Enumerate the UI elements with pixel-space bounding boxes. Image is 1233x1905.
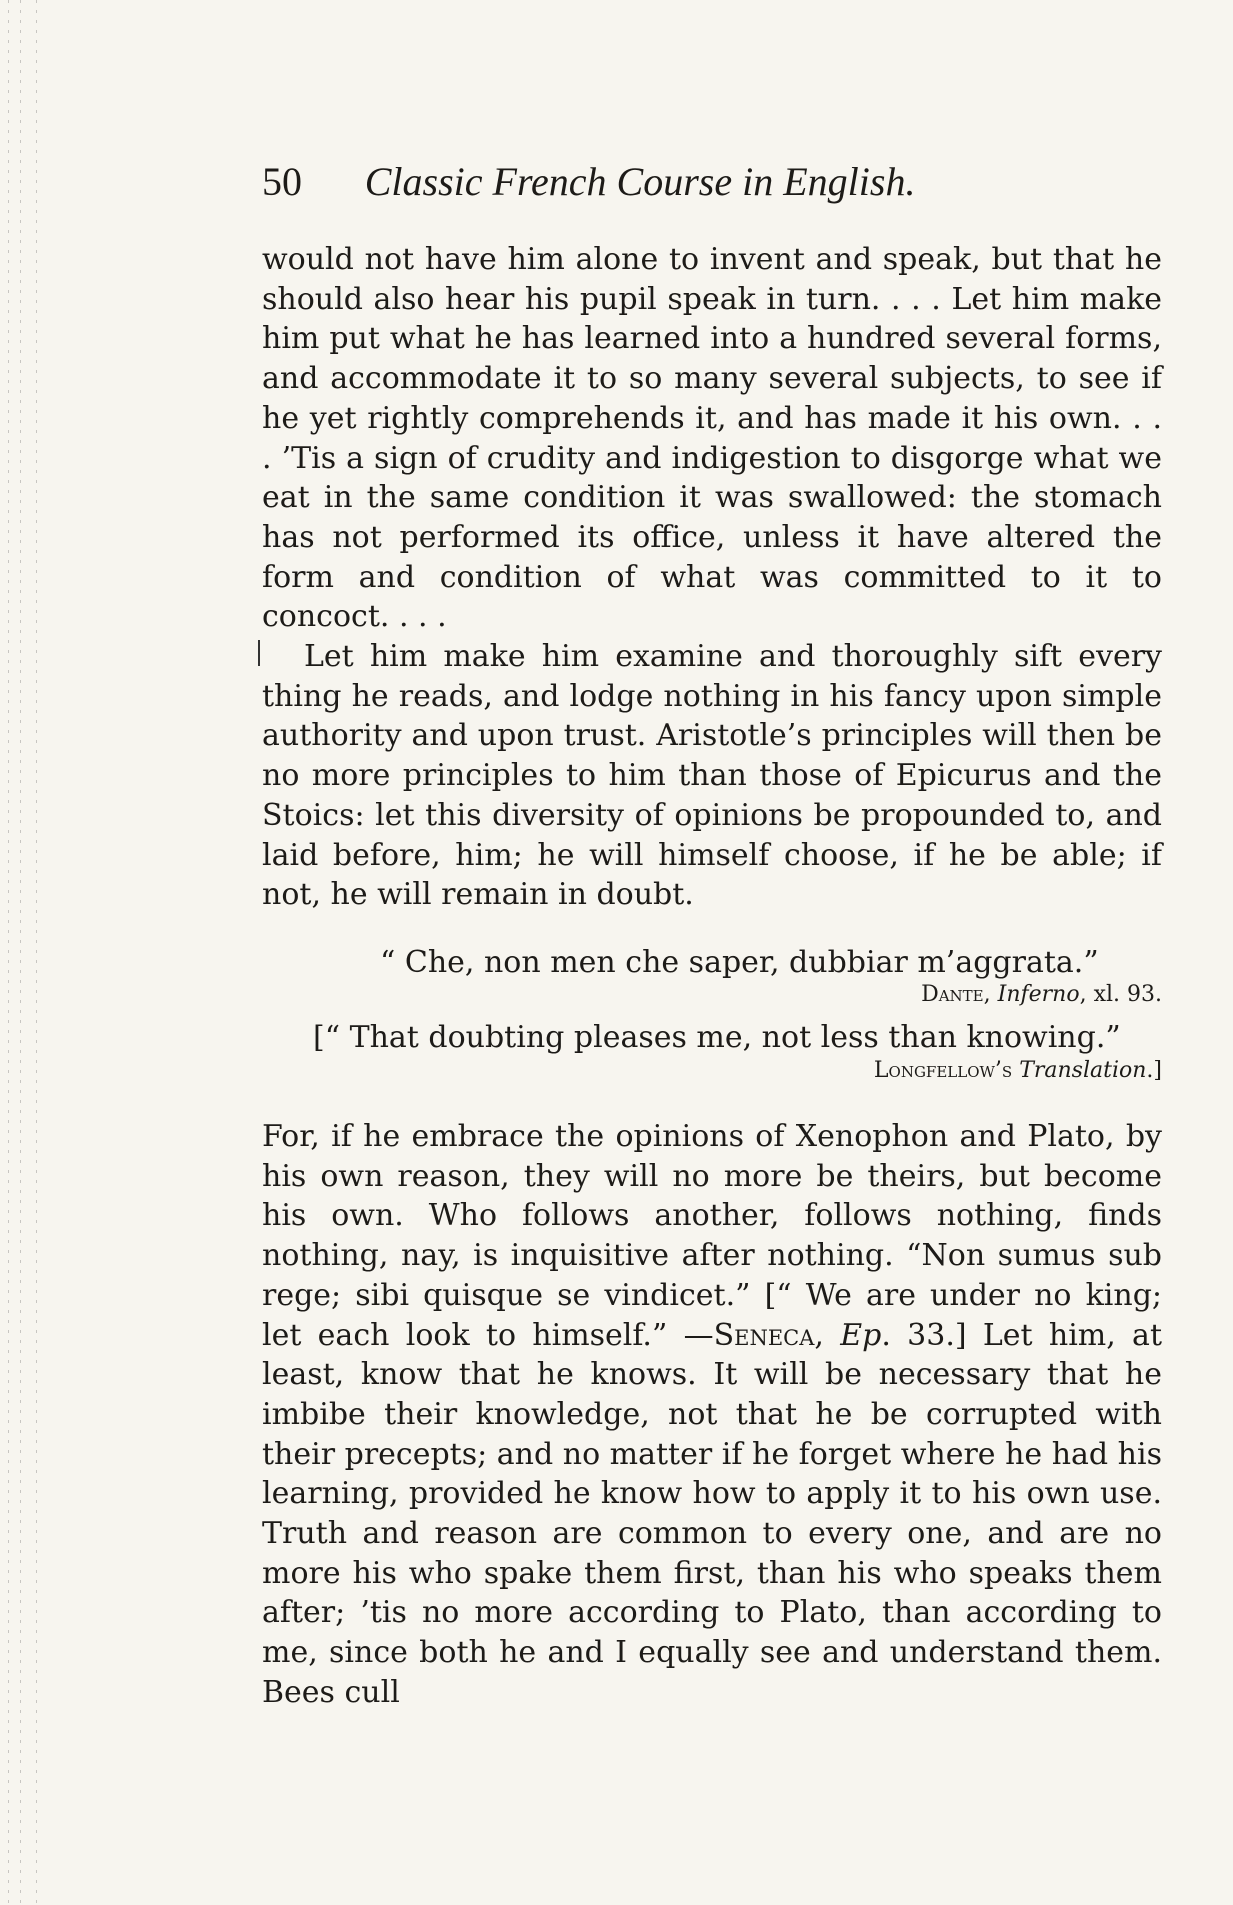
english-quote-citation (874, 1056, 1162, 1086)
page-number: 50 (262, 159, 302, 204)
epistle-abbrev: Ep (840, 1317, 882, 1353)
seneca-citation: Seneca (713, 1317, 815, 1353)
paragraph-3-part-2: . 33.] Let him, at least, know that he knows. It will be necessary that he imbibe their knowledge, not that he be corrupted with their precepts; and no matter if he forget where he had his learning, provided he know how to apply it to his own use. Truth and reason are common to every one, and are no more his who spake them first, than his who speaks them after; ’tis no more according to Plato, than according to me, since both he and I equally see and understand them. Bees cull (262, 1317, 1162, 1710)
english-quote: [“ That doubting pleases me, not less than knowing.” (313, 1020, 1121, 1055)
page-header (262, 158, 1162, 206)
paragraph-1: would not have him alone to invent and speak, but that he should also hear his pupil speak in turn. . . . Let him make him put what he has learned into a hundred several forms, and accommodate it to so many several subjects, to see if he yet rightly comprehends it, and has made it his own. . . . ’Tis a sign of crudity and indigestion to disgorge what we eat in the same condition it was swallowed: the stomach has not performed its office, unless it have altered the form and condition of what was committed to it to concoct. . . . (262, 242, 1162, 635)
citation-author: Longfellow’s (873, 1058, 1013, 1083)
paragraph-2: Let him make him examine and thoroughly sift every thing he reads, and lodge nothing in his fancy upon simple authority and upon trust. Aristotle’s principles will then be no more principles to him than those of Epicurus and the Stoics: let this diversity of opinions be propounded to, and laid before, him; he will himself choose, if he be able; if not, he will remain in doubt. (262, 639, 1162, 913)
citation-work: Inferno (997, 982, 1080, 1007)
paragraph-3-part-1: For, if he embrace the opinions of Xenophon and Plato, by his own reason, they will no more be theirs, but become his own. Who follows another, follows nothing, finds nothing, nay, is inquisitive after nothing. “Non sumus sub rege; sibi quisque se vindicet.” [“ We are under no king; let each look to himself.” — (262, 1119, 1162, 1353)
italian-quote-citation: Dante, Inferno, xl. 93. (921, 982, 1162, 1007)
scan-edge-shadow (8, 0, 9, 1905)
margin-mark (258, 640, 260, 666)
paragraph-3: For, if he embrace the opinions of Xenophon and Plato, by his own reason, they will no more be theirs, but become his own. Who follows another, follows nothing, finds nothing, nay, is inquisitive after nothing. “Non sumus sub rege; sibi quisque se vindicet.” [“ We are under no king; let each look to himself.” —Seneca, Ep. 33.] Let him, at least, know that he knows. It will be necessary that he imbibe their knowledge, not that he be corrupted with their precepts; and no matter if he forget where he had his learning, provided he know how to apply it to his own use. Truth and reason are common to every one, and are no more his who spake them first, than his who speaks them after; ’tis no more according to Plato, than according to me, since both he and I equally see and understand them. Bees cull (262, 1119, 1162, 1710)
citation-end: .] (1146, 1058, 1162, 1083)
citation-work: Translation (1019, 1058, 1147, 1083)
scan-edge-shadow (20, 0, 21, 1905)
citation-reference: , xl. 93. (1079, 982, 1162, 1007)
citation-author: Dante (921, 982, 984, 1007)
scan-edge-shadow (36, 0, 37, 1905)
italian-quote: “ Che, non men che saper, dubbiar m’aggrata.” (380, 945, 1099, 980)
running-head: Classic French Course in English. (364, 159, 916, 204)
